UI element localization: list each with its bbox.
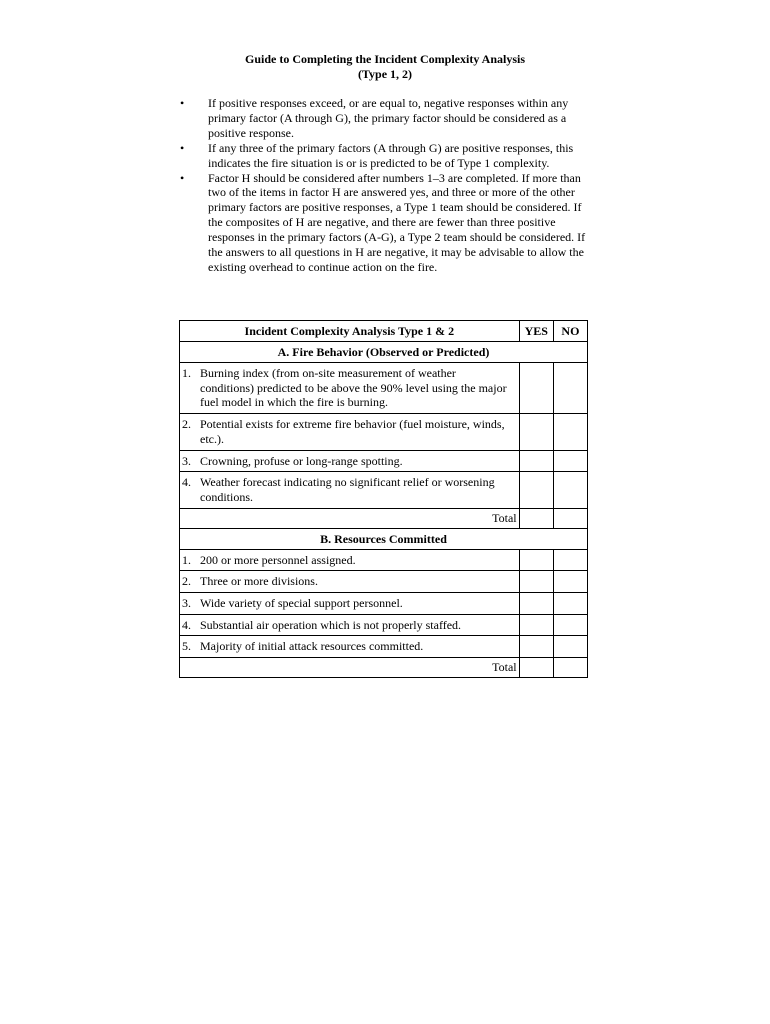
- yes-answer-cell[interactable]: [519, 414, 553, 450]
- table-row: [180, 549, 588, 571]
- question-cell: [180, 414, 520, 450]
- yes-answer-cell[interactable]: [519, 549, 553, 571]
- question-text: Crowning, profuse or long-range spotting.: [200, 453, 403, 468]
- bullet-item: [180, 141, 592, 171]
- no-answer-cell[interactable]: [553, 450, 587, 472]
- no-total-cell[interactable]: [553, 658, 587, 678]
- question-cell: [180, 450, 520, 472]
- question-text: 200 or more personnel assigned.: [200, 552, 356, 567]
- bullet-icon: •: [180, 140, 185, 155]
- bullet-item: [180, 96, 592, 141]
- question-text: Burning index (from on-site measurement of weather conditions) predicted to be above the 90% level using the major fuel model in which the fire is burning.: [200, 366, 507, 410]
- no-answer-cell[interactable]: [553, 636, 587, 658]
- yes-total-cell[interactable]: [519, 508, 553, 528]
- question-text: Three or more divisions.: [200, 574, 318, 589]
- section-header-row: [180, 528, 588, 549]
- no-answer-cell[interactable]: [553, 571, 587, 593]
- yes-answer-cell[interactable]: [519, 450, 553, 472]
- table-row: [180, 636, 588, 658]
- document-title: Guide to Completing the Incident Complexity Analysis: [244, 52, 526, 66]
- question-number: 2.: [182, 574, 191, 589]
- yes-answer-cell[interactable]: [519, 571, 553, 593]
- table-body: [180, 342, 588, 678]
- table-row: [180, 414, 588, 450]
- table-row: [180, 472, 588, 508]
- bullet-text: If positive responses exceed, or are equal to, negative responses within any primary factor (A through G), the primary factor should be considered as a positive response.: [208, 96, 569, 140]
- table-header-row: [180, 321, 588, 342]
- bullet-item: [180, 171, 592, 275]
- total-row: [180, 658, 588, 678]
- question-cell: [180, 472, 520, 508]
- question-number: 3.: [182, 596, 191, 611]
- question-text: Weather forecast indicating no significant relief or worsening conditions.: [200, 475, 495, 504]
- question-text: Substantial air operation which is not properly staffed.: [200, 617, 462, 632]
- question-cell: [180, 593, 520, 615]
- question-text: Majority of initial attack resources committed.: [200, 639, 424, 654]
- question-number: 1.: [182, 552, 191, 567]
- no-answer-cell[interactable]: [553, 472, 587, 508]
- yes-total-cell[interactable]: [519, 658, 553, 678]
- no-column-header: NO: [553, 321, 587, 342]
- table-row: [180, 614, 588, 636]
- total-label: Total: [180, 658, 520, 678]
- question-cell: [180, 614, 520, 636]
- table-row: [180, 593, 588, 615]
- total-label: Total: [180, 508, 520, 528]
- no-answer-cell[interactable]: [553, 614, 587, 636]
- bullet-text: Factor H should be considered after numbers 1–3 are completed. If more than two of the items in factor H are answered yes, and three or more of the other primary factors are positive responses, a Type 1 team should be considered. If the composites of H are negative, and there are fewer than three positive responses in the primary factors (A-G), a Type 2 team should be considered. If the answers to all questions in H are negative, it may be advisable to allow the existing overhead to continue action on the fire.: [208, 170, 586, 274]
- question-text: Wide variety of special support personnel.: [200, 596, 403, 611]
- no-answer-cell[interactable]: [553, 593, 587, 615]
- no-answer-cell[interactable]: [553, 363, 587, 414]
- complexity-analysis-table: [179, 320, 588, 678]
- guide-bullet-list: [180, 96, 592, 275]
- table-row: [180, 571, 588, 593]
- section-header-row: [180, 342, 588, 363]
- bullet-text: If any three of the primary factors (A through G) are positive responses, this indicates the fire situation is or is predicted to be of Type 1 complexity.: [208, 140, 574, 170]
- document-subtitle: (Type 1, 2): [357, 67, 413, 81]
- no-answer-cell[interactable]: [553, 414, 587, 450]
- question-cell: [180, 571, 520, 593]
- question-cell: [180, 363, 520, 414]
- question-number: 5.: [182, 639, 191, 654]
- question-number: 4.: [182, 475, 191, 490]
- total-row: [180, 508, 588, 528]
- section-title: A. Fire Behavior (Observed or Predicted): [180, 342, 588, 363]
- question-number: 2.: [182, 417, 191, 432]
- question-number: 1.: [182, 366, 191, 380]
- bullet-icon: •: [180, 170, 185, 185]
- question-number: 4.: [182, 617, 191, 632]
- table-row: [180, 363, 588, 414]
- no-total-cell[interactable]: [553, 508, 587, 528]
- question-number: 3.: [182, 453, 191, 468]
- yes-column-header: YES: [519, 321, 553, 342]
- question-cell: [180, 636, 520, 658]
- table-row: [180, 450, 588, 472]
- question-text: Potential exists for extreme fire behavior (fuel moisture, winds, etc.).: [200, 417, 505, 446]
- yes-answer-cell[interactable]: [519, 636, 553, 658]
- section-title: B. Resources Committed: [180, 528, 588, 549]
- bullet-icon: •: [180, 96, 185, 110]
- question-cell: [180, 549, 520, 571]
- yes-answer-cell[interactable]: [519, 363, 553, 414]
- table-header: Incident Complexity Analysis Type 1 & 2: [180, 321, 520, 342]
- yes-answer-cell[interactable]: [519, 593, 553, 615]
- yes-answer-cell[interactable]: [519, 472, 553, 508]
- yes-answer-cell[interactable]: [519, 614, 553, 636]
- no-answer-cell[interactable]: [553, 549, 587, 571]
